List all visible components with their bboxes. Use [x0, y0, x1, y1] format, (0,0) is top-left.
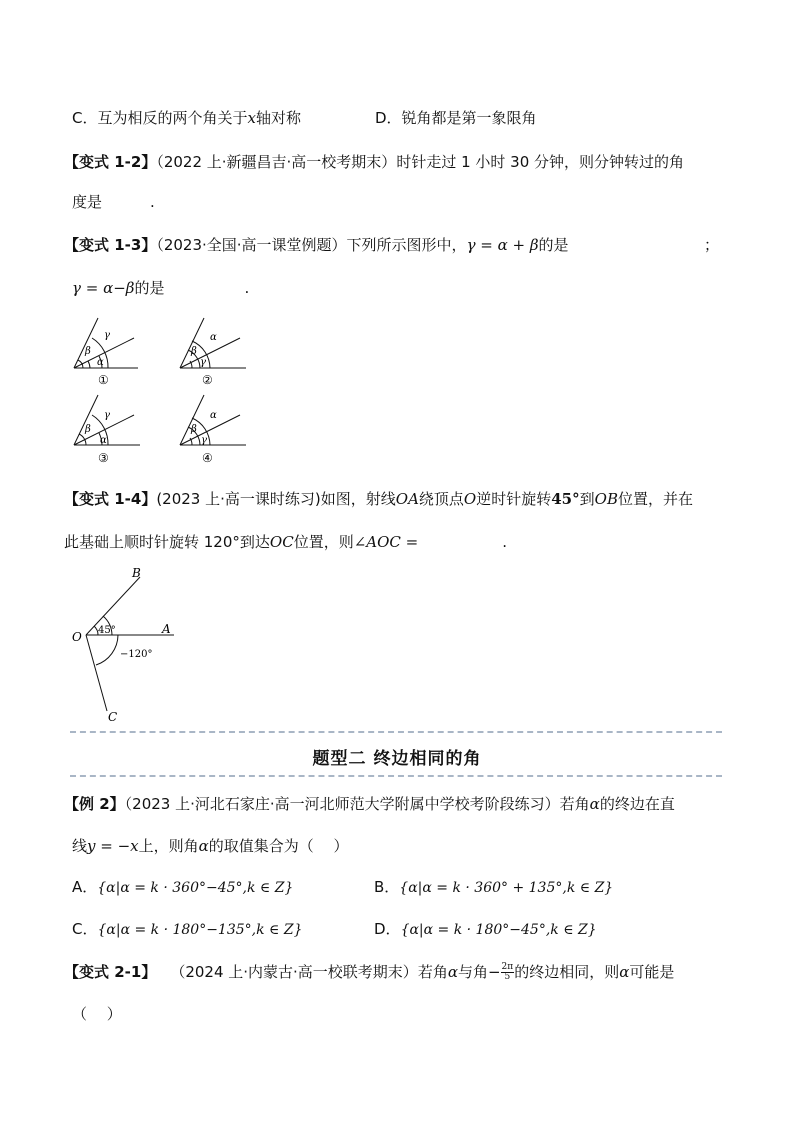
variant-1-2-line2: 度是 . [72, 193, 155, 211]
fig4-label: ④ [202, 451, 213, 465]
variant-1-3-line1: 【变式 1-3】（2023·全国·高一课堂例题）下列所示图形中，γ = α + β的是 [64, 236, 569, 254]
q1-option-d: D．锐角都是第一象限角 [375, 109, 537, 127]
fig1-label: ① [98, 373, 109, 387]
fig3-gamma: γ [104, 410, 110, 421]
label-c: C [108, 710, 118, 724]
angle-45: 45° [98, 625, 116, 636]
variant-1-3-semicolon: ； [704, 236, 720, 254]
fig3-alpha: α [100, 435, 107, 446]
section-divider-bottom [70, 775, 722, 777]
fig2-gamma: γ [200, 357, 206, 368]
example-2-option-d: D．{α|α = k · 180°−45°,k ∈ Z} [374, 920, 597, 938]
variant-1-4-line2: 此基础上顺时针旋转 120°到达OC位置，则∠AOC = . [64, 533, 507, 551]
variant-2-1-line1: 【变式 2-1】 （2024 上·内蒙古·高一校联考期末）若角α与角− $\frac{2\pi}{5}$ 的终边相同，则α可能是 [64, 962, 675, 982]
fig3-label: ③ [98, 451, 109, 465]
label-a: A [162, 622, 171, 636]
variant-2-1-line2: （ ） [72, 1005, 122, 1023]
fig2-alpha: α [210, 332, 217, 343]
variant-tag: 【变式 1-3】 [64, 236, 157, 254]
angle-figures [60, 310, 260, 470]
variant-1-3-line2: γ = α−β的是 . [72, 279, 250, 297]
variant-1-2-line1: 【变式 1-2】（2022 上·新疆昌吉·高一校考期末）时针走过 1 小时 30 分钟，则分钟转过的角 [64, 153, 685, 171]
fig2-label: ② [202, 373, 213, 387]
fig4-beta: β [191, 424, 197, 435]
figure-1 [74, 318, 138, 368]
fig1-beta: β [85, 346, 91, 357]
fig2-beta: β [191, 346, 197, 357]
example-2-option-b: B．{α|α = k · 360° + 135°,k ∈ Z} [374, 878, 614, 896]
q1-option-c: C．互为相反的两个角关于x轴对称 [72, 109, 301, 127]
variant-tag: 【变式 2-1】 [64, 963, 157, 981]
fig1-alpha: α [97, 357, 104, 368]
fig3-beta: β [85, 424, 91, 435]
fraction: $\frac{2\pi}{5}$ [501, 962, 514, 982]
fig1-gamma: γ [104, 330, 110, 341]
variant-tag: 【变式 1-4】 [64, 490, 157, 508]
example-2-line1: 【例 2】（2023 上·河北石家庄·高一河北师范大学附属中学校考阶段练习）若角α的终边在直 [64, 795, 675, 813]
angle-120: −120° [120, 649, 153, 660]
rotation-figure [70, 565, 190, 730]
figure-2 [180, 318, 246, 368]
example-2-line2: 线y = −x上，则角α的取值集合为（ ） [72, 837, 349, 855]
variant-1-4-line1: 【变式 1-4】(2023 上·高一课时练习)如图，射线OA绕顶点O逆时针旋转45°到OB位置，并在 [64, 490, 693, 508]
example-2-option-c: C．{α|α = k · 180°−135°,k ∈ Z} [72, 920, 303, 938]
section-divider-top [70, 731, 722, 733]
fig4-alpha: α [210, 410, 217, 421]
fig4-gamma: γ [201, 435, 207, 446]
variant-tag: 【变式 1-2】 [64, 153, 157, 171]
label-o: O [72, 630, 82, 644]
example-2-option-a: A．{α|α = k · 360°−45°,k ∈ Z} [72, 878, 294, 896]
section-title: 题型二 终边相同的角 [312, 749, 482, 769]
example-tag: 【例 2】 [64, 795, 125, 813]
label-b: B [132, 566, 141, 580]
